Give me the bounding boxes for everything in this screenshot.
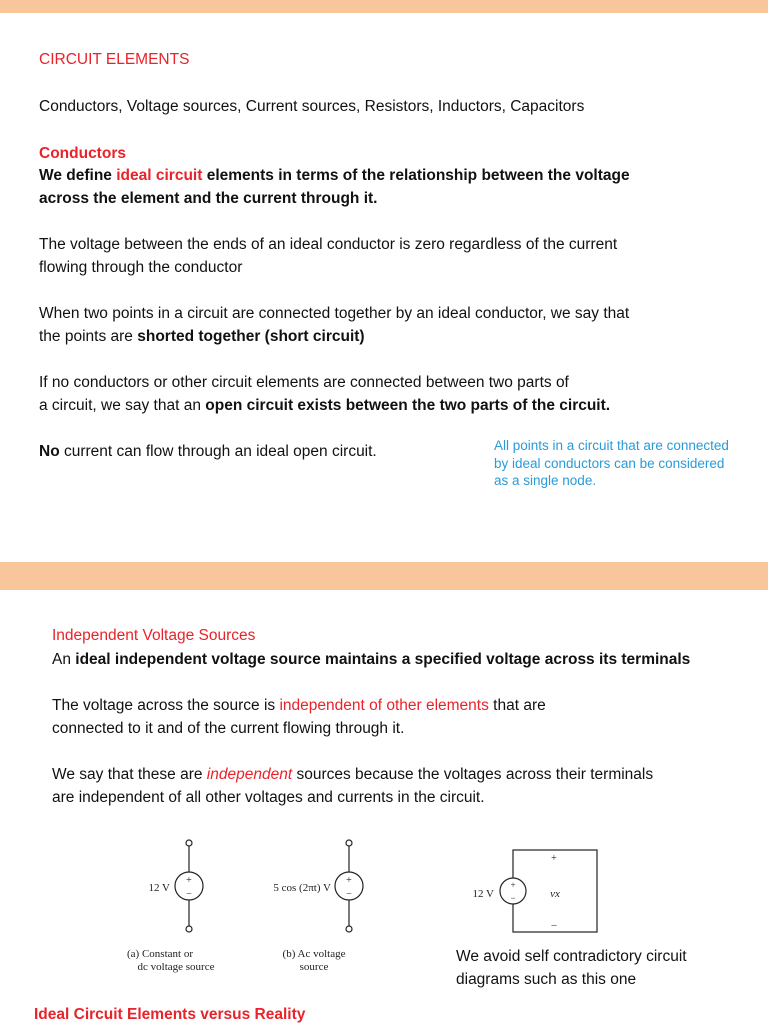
elements-list: Conductors, Voltage sources, Current sources, Resistors, Inductors, Capacitors — [39, 98, 585, 115]
para1-line1: The voltage between the ends of an ideal conductor is zero regardless of the current — [39, 236, 618, 253]
fig-c-minus: − — [510, 893, 516, 903]
avoid-line1: We avoid self contradictory circuit — [456, 948, 687, 965]
fig-a-caption2: dc voltage source — [137, 961, 215, 973]
dc-source-symbol — [175, 840, 203, 932]
fig-a-plus: + — [186, 875, 192, 886]
slide2-para2-line1: We say that these are independent sources because the voltages across their terminals — [52, 766, 654, 783]
avoid-line2: diagrams such as this one — [456, 971, 637, 988]
slide2-def: An ideal independent voltage source maintains a specified voltage across its terminals — [52, 651, 691, 668]
para4: No current can flow through an ideal open circuit. — [39, 443, 377, 460]
fig-b-label: 5 cos (2πt) V — [273, 882, 331, 894]
ac-source-symbol — [335, 840, 363, 932]
fig-b-caption1: (b) Ac voltage — [282, 948, 346, 960]
slide2-para1-line2: connected to it and of the current flowing through it. — [52, 720, 405, 737]
footer-heading: Ideal Circuit Elements versus Reality — [34, 1006, 306, 1023]
define-line1: We define ideal circuit elements in terms of the relationship between the voltage — [39, 167, 630, 184]
contradictory-circuit — [500, 850, 597, 932]
define-line2: across the element and the current through it. — [39, 190, 378, 207]
slide2-para2-line2: are independent of all other voltages and currents in the circuit. — [52, 789, 485, 806]
fig-c-plus: + — [510, 880, 516, 890]
para3-line2: a circuit, we say that an open circuit exists between the two parts of the circuit. — [39, 397, 611, 414]
para3-line1: If no conductors or other circuit elements are connected between two parts of — [39, 374, 569, 391]
fig-a-caption1: (a) Constant or — [127, 948, 193, 960]
fig-a-minus: − — [186, 889, 192, 900]
fig-c-label: 12 V — [472, 888, 494, 900]
slide1-title: CIRCUIT ELEMENTS — [39, 51, 190, 68]
para1-line2: flowing through the conductor — [39, 259, 243, 276]
para2-line1: When two points in a circuit are connected together by an ideal conductor, we say that — [39, 305, 630, 322]
fig-c-vx-plus: + — [551, 853, 557, 864]
node-note: All points in a circuit that are connected by ideal conductors can be considered as a single node. — [494, 438, 729, 488]
fig-c-vx-minus: – — [551, 920, 557, 931]
fig-a-label: 12 V — [148, 882, 170, 894]
fig-b-caption2: source — [299, 961, 329, 973]
slide2-para1-line1: The voltage across the source is independent of other elements that are — [52, 697, 546, 714]
fig-c-vx: vx — [550, 888, 560, 900]
fig-b-minus: − — [346, 889, 352, 900]
fig-b-plus: + — [346, 875, 352, 886]
slide2-heading: Independent Voltage Sources — [52, 627, 256, 644]
conductors-heading: Conductors — [39, 145, 126, 162]
para2-line2: the points are shorted together (short circuit) — [39, 328, 365, 345]
